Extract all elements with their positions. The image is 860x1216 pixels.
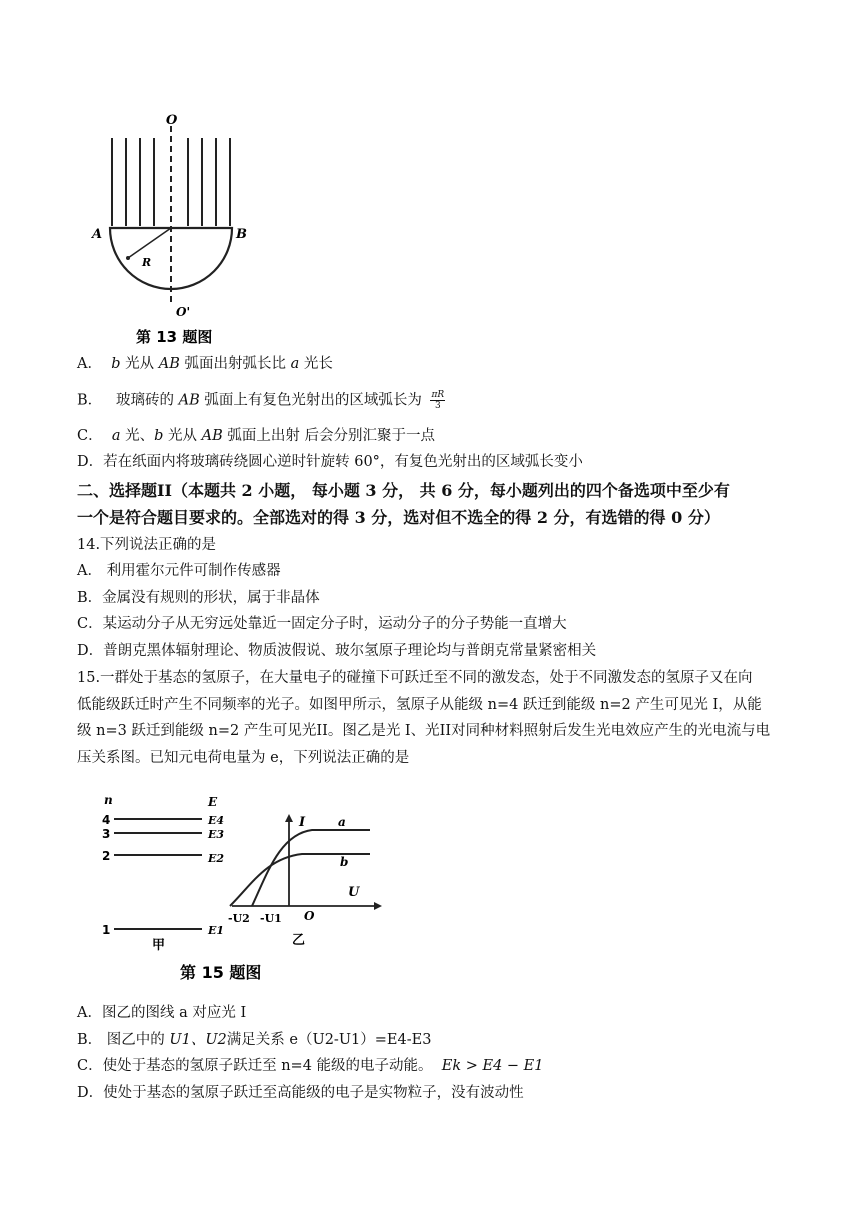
label-I: I — [299, 815, 306, 830]
relation-text: 满足关系 e（U2-U1）=E4-E3 — [226, 1032, 432, 1048]
label-a: a — [338, 815, 346, 829]
label-O: O — [166, 113, 178, 128]
q14-option-b: B．金属没有规则的形状，属于非晶体 — [77, 590, 320, 606]
svg-text:E4: E4 — [208, 814, 225, 827]
var-a: a — [111, 428, 121, 444]
label-minus-U2: -U2 — [228, 912, 250, 925]
q15-option-a: A．图乙的图线 a 对应光 I — [77, 1005, 247, 1021]
label-yi: 乙 — [292, 933, 306, 948]
text: 光长 — [299, 356, 333, 372]
var-AB: AB — [178, 392, 200, 409]
option-prefix: B． — [77, 392, 103, 409]
q15-stem-line-2: 低能级跃迁时产生不同频率的光子。如图甲所示，氢原子从能级 n=4 跃迁到能级 n=2 产生可见光 I，从能 — [77, 697, 762, 713]
q14-option-a: A． 利用霍尔元件可制作传感器 — [77, 563, 281, 579]
label-E: E — [208, 795, 218, 809]
var-a: a — [290, 356, 300, 372]
section-2-heading-line-1: 二、选择题II（本题共 2 小题， 每小题 3 分， 共 6 分，每小题列出的四个备选项中至少有 — [77, 481, 730, 500]
figure-15 — [82, 784, 382, 988]
q13-option-b — [77, 390, 445, 411]
q14-option-c: C．某运动分子从无穷远处靠近一固定分子时，运动分子的分子势能一直增大 — [77, 616, 567, 632]
svg-text:E2: E2 — [208, 852, 225, 865]
label-origin: O — [304, 909, 315, 923]
label-n: n — [104, 793, 113, 807]
fraction-pi-r-over-3: $\frac{\pi R}{3}$ — [431, 390, 445, 411]
q15-stem-line-4: 压关系图。已知元电荷电量为 e，下列说法正确的是 — [77, 750, 410, 766]
text: 弧面上出射 后会分别汇聚于一点 — [222, 428, 435, 444]
q15-option-b — [77, 1030, 431, 1050]
var-AB: AB — [201, 428, 223, 444]
q13-option-a — [77, 354, 333, 374]
text: 光、 — [120, 428, 155, 444]
q15-option-d: D．使处于基态的氢原子跃迁至高能级的电子是实物粒子，没有波动性 — [77, 1085, 524, 1101]
section-2-heading-line-2: 一个是符合题目要求的。全部选对的得 3 分，选对但不选全的得 2 分，有选错的得 0 分） — [77, 508, 720, 527]
option-text: C．使处于基态的氢原子跃迁至 n=4 能级的电子动能。 — [77, 1058, 433, 1074]
var-b: b — [111, 356, 121, 372]
svg-text:1: 1 — [102, 923, 111, 937]
option-prefix: B． 图乙中的 — [77, 1032, 170, 1048]
q13-option-d: D．若在纸面内将玻璃砖绕圆心逆时针旋转 60°，有复色光射出的区域弧长变小 — [77, 454, 583, 470]
label-O-prime: O' — [176, 305, 191, 319]
q15-stem-line-3: 级 n=3 跃迁到能级 n=2 产生可见光II。图乙是光 I、光II对同种材料照射后发生光电效应产生的光电流与电 — [77, 723, 771, 739]
q15-option-c — [77, 1056, 543, 1076]
figure-13 — [80, 108, 260, 348]
svg-text:E3: E3 — [208, 828, 225, 841]
var-b: b — [154, 428, 164, 444]
text: 玻璃砖的 — [115, 392, 179, 409]
label-B: B — [236, 227, 247, 242]
label-minus-U1: -U1 — [260, 912, 282, 925]
text: 光从 — [163, 428, 202, 444]
text: 光从 — [120, 356, 159, 372]
label-R: R — [142, 256, 152, 269]
vars-u1-u2: U1、U2 — [169, 1032, 227, 1048]
q14-option-d: D．普朗克黑体辐射理论、物质波假说、玻尔氢原子理论均与普朗克常量紧密相关 — [77, 643, 597, 659]
text: 弧面出射弧长比 — [179, 356, 291, 372]
inequality: Ek > E4 − E1 — [441, 1058, 544, 1074]
text: 弧面上有复色光射出的区域弧长为 — [199, 392, 427, 409]
option-prefix: C． — [77, 428, 103, 444]
label-U: U — [348, 885, 360, 900]
q14-stem: 14.下列说法正确的是 — [77, 537, 217, 553]
svg-text:4: 4 — [102, 813, 111, 827]
var-AB: AB — [158, 356, 180, 372]
svg-text:2: 2 — [102, 849, 111, 863]
q13-option-c — [77, 426, 435, 446]
label-b: b — [340, 855, 349, 869]
svg-text:E1: E1 — [208, 924, 225, 937]
option-prefix: A． — [77, 356, 102, 372]
figure-caption-13: 第 13 题图 — [136, 328, 213, 346]
q15-stem-line-1: 15.一群处于基态的氢原子，在大量电子的碰撞下可跃迁至不同的激发态，处于不同激发态的氢原子又在向 — [77, 670, 753, 686]
figure-caption-15: 第 15 题图 — [180, 963, 262, 982]
svg-text:3: 3 — [102, 827, 111, 841]
label-jia: 甲 — [152, 938, 166, 953]
label-A: A — [92, 227, 103, 242]
